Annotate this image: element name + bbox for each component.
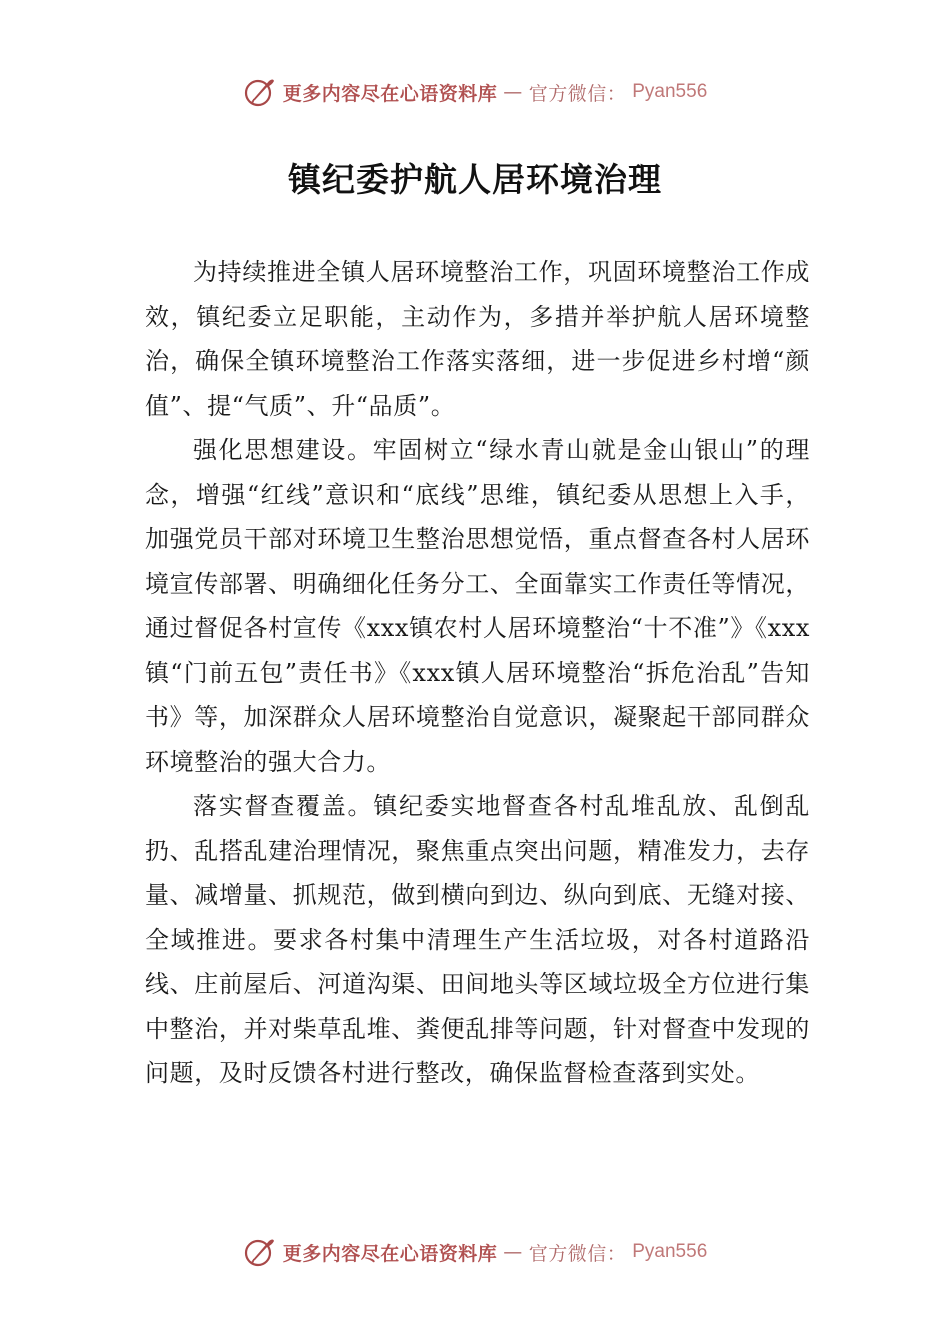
paragraph-intro: 为持续推进全镇人居环境整治工作，巩固环境整治工作成效，镇纪委立足职能，主动作为，多措并举护航人居环境整治，确保全镇环境整治工作落实落细，进一步促进乡村增“颜值”、提“气质”、升“品质”。 <box>145 258 810 420</box>
watermark-wechat-id: Pyan556 <box>632 81 708 102</box>
quill-pen-circle-icon <box>243 1235 277 1269</box>
watermark-separator: — <box>503 1241 523 1263</box>
watermark-separator: — <box>503 81 523 103</box>
paragraph-inspection-coverage: 落实督查覆盖。镇纪委实地督查各村乱堆乱放、乱倒乱扔、乱搭乱建治理情况，聚焦重点突出问题，精准发力，去存量、减增量、抓规范，做到横向到边、纵向到底、无缝对接、全域推进。要求各村集中清理生产生活垃圾，对各村道路沿线、庄前屋后、河道沟渠、田间地头等区域垃圾全方位进行集中整治，并对柴草乱堆、粪便乱排等问题，针对督查中发现的问题，及时反馈各村进行整改，确保监督检查落到实处。 <box>145 792 810 1087</box>
quill-pen-circle-icon <box>243 75 277 109</box>
watermark-wechat-id: Pyan556 <box>632 1241 708 1262</box>
paragraph-thought-building: 强化思想建设。牢固树立“绿水青山就是金山银山”的理念，增强“红线”意识和“底线”思维，镇纪委从思想上入手，加强党员干部对环境卫生整治思想觉悟，重点督查各村人居环境宣传部署、明确细化任务分工、全面靠实工作责任等情况，通过督促各村宣传《xxx镇农村人居环境整治“十不准”》《xxx镇“门前五包”责任书》《xxx镇人居环境整治“拆危治乱”告知书》等，加深群众人居环境整治自觉意识，凝聚起干部同群众环境整治的强大合力。 <box>145 436 810 776</box>
watermark-wechat-label: 官方微信： <box>528 1242 627 1265</box>
watermark-site-text: 更多内容尽在心语资料库 <box>282 82 498 105</box>
watermark-site-text: 更多内容尽在心语资料库 <box>282 1242 498 1265</box>
header-watermark <box>0 72 950 112</box>
watermark-wechat-label: 官方微信： <box>528 82 627 105</box>
footer-watermark <box>0 1232 950 1272</box>
document-title: 镇纪委护航人居环境治理 <box>288 160 662 199</box>
document-body <box>145 250 810 1096</box>
